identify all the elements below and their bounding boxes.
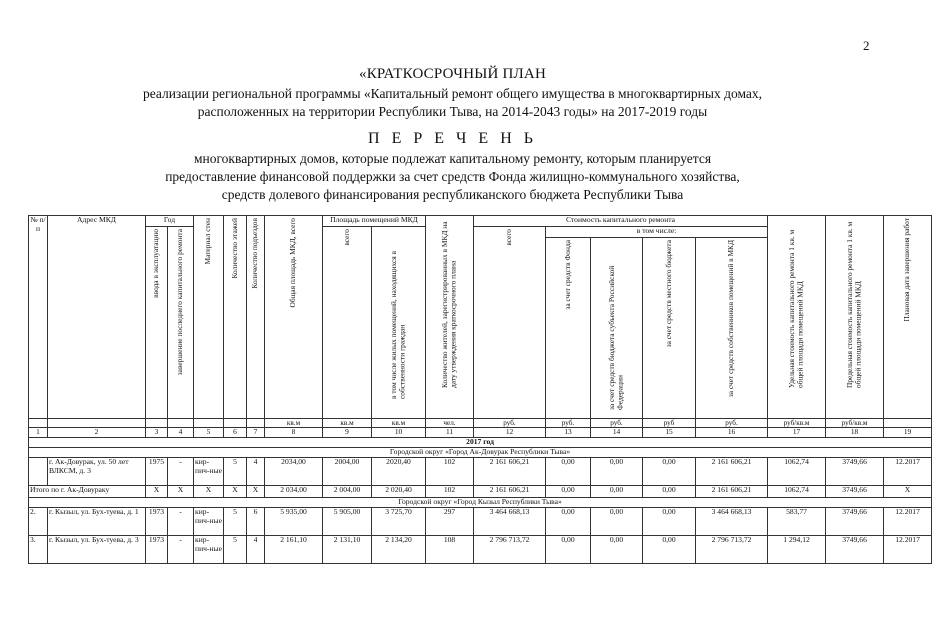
cell: 583,77	[768, 508, 826, 536]
cell: 2 161 606,21	[474, 486, 546, 498]
header-area-all: всего	[323, 227, 372, 419]
header-subject-budget: за счет средств бюджета субъекта Российской Федерации	[591, 238, 643, 419]
header-premises-area: Площадь помещений МКД	[323, 216, 426, 227]
cell: 1062,74	[768, 458, 826, 486]
col-number: 17	[768, 428, 826, 438]
cell: 2034,00	[265, 458, 323, 486]
header-max-cost: Предельная стоимость капитального ремонта 1 кв. м общей площади помещений МКД	[826, 216, 884, 419]
col-number: 15	[643, 428, 696, 438]
header-material: Материал стен	[194, 216, 224, 419]
cell	[29, 458, 48, 486]
unit-unit-cost: руб/кв.м	[768, 419, 826, 428]
cell: -	[168, 536, 194, 564]
cell: 2 034,00	[265, 486, 323, 498]
cell: 3749,66	[826, 536, 884, 564]
cell: 2.	[29, 508, 48, 536]
cell: 0,00	[546, 508, 591, 536]
cell: X	[168, 486, 194, 498]
cell: 2004,00	[323, 458, 372, 486]
unit-subject-budget: руб.	[591, 419, 643, 428]
district-row: Городской округ «Город Кызыл Республики Тыва»	[29, 498, 932, 508]
header-fund: за счет средств Фонда	[546, 238, 591, 419]
cell: 2 161 606,21	[696, 486, 768, 498]
cell: 3749,66	[826, 508, 884, 536]
cell: 2 161,10	[265, 536, 323, 564]
cell: 0,00	[591, 458, 643, 486]
header-area-residential: в том числе жилых помещений, находящихся в собственности граждан	[372, 227, 426, 419]
cell: 102	[426, 486, 474, 498]
col-number: 19	[884, 428, 932, 438]
col-number: 14	[591, 428, 643, 438]
unit-residents: чел.	[426, 419, 474, 428]
cell: 2020,40	[372, 458, 426, 486]
col-number: 1	[29, 428, 48, 438]
col-number: 2	[48, 428, 146, 438]
cell: 2 131,10	[323, 536, 372, 564]
plan-subtitle-line-2: расположенных на территории Республики Тыва, на 2014-2043 годы» на 2017-2019 годы	[197, 104, 708, 119]
cell: X	[884, 486, 932, 498]
cell: 1062,74	[768, 486, 826, 498]
unit-local-budget: руб	[643, 419, 696, 428]
cell: -	[168, 508, 194, 536]
cell: кир-пич-ные	[194, 458, 224, 486]
header-year: Год	[146, 216, 194, 227]
list-heading: П Е Р Е Ч Е Н Ь	[368, 130, 537, 147]
page-number: 2	[863, 38, 870, 53]
unit-area-all: кв.м	[323, 419, 372, 428]
cell: 297	[426, 508, 474, 536]
cell: 0,00	[643, 536, 696, 564]
cell: 2 161 606,21	[696, 458, 768, 486]
header-num: № п/п	[29, 216, 48, 419]
cell: 0,00	[546, 458, 591, 486]
cell: 4	[247, 536, 265, 564]
col-number: 9	[323, 428, 372, 438]
table-row	[29, 536, 932, 564]
cell: 1 294,12	[768, 536, 826, 564]
col-number: 5	[194, 428, 224, 438]
unit-owners: руб.	[696, 419, 768, 428]
col-number: 12	[474, 428, 546, 438]
cell: 2 020,40	[372, 486, 426, 498]
cell: 5 935,00	[265, 508, 323, 536]
col-number: 13	[546, 428, 591, 438]
cell: 1973	[146, 508, 168, 536]
cell: 3 464 668,13	[696, 508, 768, 536]
unit-area-residential: кв.м	[372, 419, 426, 428]
cell: кир-пич-ные	[194, 536, 224, 564]
cell: 0,00	[643, 486, 696, 498]
cell: кир-пич-ные	[194, 508, 224, 536]
header-unit-cost: Удельная стоимость капитального ремонта 1 кв. м общей площади помещений МКД	[768, 216, 826, 419]
table-row	[29, 458, 932, 486]
cell: 3749,66	[826, 458, 884, 486]
header-entrances: Количество подъездов	[247, 216, 265, 419]
col-number: 7	[247, 428, 265, 438]
cell: 0,00	[643, 458, 696, 486]
cell: X	[194, 486, 224, 498]
col-number: 16	[696, 428, 768, 438]
header-cost: Стоимость капитального ремонта	[474, 216, 768, 227]
cell: 3 464 668,13	[474, 508, 546, 536]
cell: 102	[426, 458, 474, 486]
cell: 5	[224, 508, 247, 536]
cell: 12.2017	[884, 536, 932, 564]
cell: 2 161 606,21	[474, 458, 546, 486]
cell: 3.	[29, 536, 48, 564]
cell: 6	[247, 508, 265, 536]
cell: 5	[224, 458, 247, 486]
cell: г. Кызыл, ул. Бух-туева, д. 1	[48, 508, 146, 536]
table-row	[29, 508, 932, 536]
cell: 2 796 713,72	[696, 536, 768, 564]
list-description-line-1: многоквартирных домов, которые подлежат капитальному ремонту, которым планируется	[193, 151, 712, 166]
cell: 5	[224, 536, 247, 564]
col-number: 6	[224, 428, 247, 438]
cell: 2 134,20	[372, 536, 426, 564]
cell: X	[224, 486, 247, 498]
cell: г. Ак-Довурак, ул. 50 лет ВЛКСМ, д. 3	[48, 458, 146, 486]
cell: 0,00	[546, 536, 591, 564]
district-row: Городской округ «Город Ак-Довурак Республики Тыва»	[29, 448, 932, 458]
cell: 12.2017	[884, 508, 932, 536]
header-address: Адрес МКД	[48, 216, 146, 419]
column-numbers-row	[29, 428, 932, 438]
header-owners: за счет средств собственников помещений в МКД	[696, 238, 768, 419]
cell: 4	[247, 458, 265, 486]
cell: 0,00	[591, 486, 643, 498]
header-local-budget: за счет средств местного бюджета	[643, 238, 696, 419]
header-year-last-repair: завершение последнего капитального ремонта	[168, 227, 194, 419]
header-incl: в том числе:	[546, 227, 768, 238]
buildings-table	[28, 215, 932, 564]
cell: 2 004,00	[323, 486, 372, 498]
col-number: 4	[168, 428, 194, 438]
year-row: 2017 год	[29, 438, 932, 448]
cell: -	[168, 458, 194, 486]
col-number: 10	[372, 428, 426, 438]
list-description-line-3: средств долевого финансирования республиканского бюджета Республики Тыва	[221, 187, 684, 202]
cell: X	[146, 486, 168, 498]
col-number: 8	[265, 428, 323, 438]
header-floors: Количество этажей	[224, 216, 247, 419]
cell: 108	[426, 536, 474, 564]
cell: 0,00	[643, 508, 696, 536]
list-description-line-2: предоставление финансовой поддержки за счет средств Фонда жилищно-коммунального хозяйства,	[165, 169, 740, 184]
total-row	[29, 486, 932, 498]
header-plan-date: Плановая дата завершения работ	[884, 216, 932, 419]
cell: 0,00	[591, 508, 643, 536]
cell: 12.2017	[884, 458, 932, 486]
plan-subtitle-line-1: реализации региональной программы «Капитальный ремонт общего имущества в многоквартирных домах,	[142, 86, 763, 101]
plan-title: «КРАТКОСРОЧНЫЙ ПЛАН	[359, 66, 546, 82]
cell: 2 796 713,72	[474, 536, 546, 564]
cell: 3 725,70	[372, 508, 426, 536]
cell: 1973	[146, 536, 168, 564]
header-residents: Количество жителей, зарегистрированных в МКД на дату утверждения краткосрочного плана	[426, 216, 474, 419]
cell: Итого по г. Ак-Довураку	[29, 486, 146, 498]
unit-total-area: кв.м	[265, 419, 323, 428]
cell: 1975	[146, 458, 168, 486]
header-cost-all: всего	[474, 227, 546, 419]
header-total-area: Общая площадь МКД, всего	[265, 216, 323, 419]
unit-cost-all: руб.	[474, 419, 546, 428]
col-number: 3	[146, 428, 168, 438]
cell: X	[247, 486, 265, 498]
cell: 0,00	[591, 536, 643, 564]
unit-fund: руб.	[546, 419, 591, 428]
header-year-commission: ввода в эксплуатацию	[146, 227, 168, 419]
cell: 5 905,00	[323, 508, 372, 536]
col-number: 18	[826, 428, 884, 438]
cell: 3749,66	[826, 486, 884, 498]
cell: г. Кызыл, ул. Бух-туева, д. 3	[48, 536, 146, 564]
cell: 0,00	[546, 486, 591, 498]
col-number: 11	[426, 428, 474, 438]
unit-max-cost: руб/кв.м	[826, 419, 884, 428]
